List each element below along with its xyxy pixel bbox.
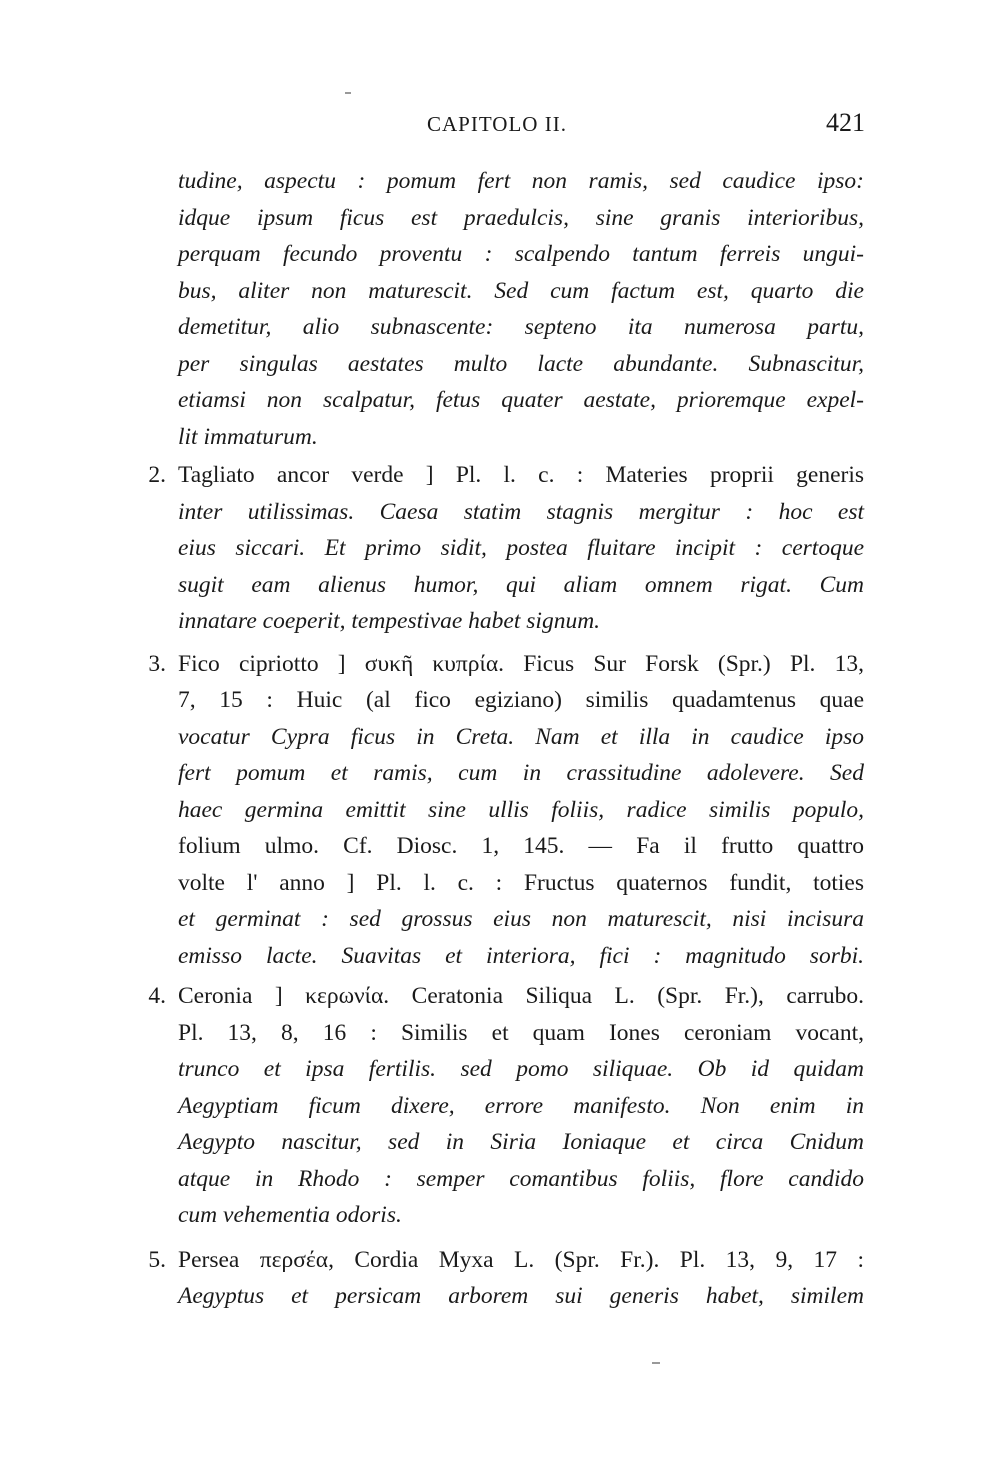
running-title: CAPITOLO II. xyxy=(427,112,567,136)
text-line: Aegyptus et persicam arborem sui generis habet, similem xyxy=(178,1283,864,1309)
text-line: innatare coeperit, tempestivae habet signum. xyxy=(178,608,601,634)
text-line: per singulas aestates multo lacte abundante. Subnascitur, xyxy=(178,350,864,377)
text-line: Tagliato ancor verde ] Pl. l. c. : Materies proprii generis xyxy=(178,462,864,488)
note-entry xyxy=(148,457,864,640)
text-line: bus, aliter non maturescit. Sed cum factum est, quarto die xyxy=(178,277,864,304)
text-line: lit immaturum. xyxy=(178,423,318,450)
text-line: folium ulmo. Cf. Diosc. 1, 145. — Fa il frutto quattro xyxy=(178,833,864,859)
text-line: Fico cipriotto ] συκῆ κυπρία. Ficus Sur Forsk (Spr.) Pl. 13, xyxy=(178,650,864,677)
text-line: cum vehementia odoris. xyxy=(178,1202,402,1228)
text-line: demetitur, alio subnascente: septeno ita numerosa partu, xyxy=(178,314,864,340)
text-line: Ceronia ] κερωνία. Ceratonia Siliqua L. (Spr. Fr.), carrubo. xyxy=(178,983,864,1009)
text-line: Aegyptiam ficum dixere, errore manifesto. Non enim in xyxy=(178,1092,864,1119)
text-line: perquam fecundo proventu : scalpendo tantum ferreis ungui- xyxy=(178,241,864,267)
note-entry xyxy=(148,978,864,1234)
text-line: 7, 15 : Huic (al fico egiziano) similis quadamtenus quae xyxy=(178,687,864,713)
text-line: inter utilissimas. Caesa statim stagnis mergitur : hoc est xyxy=(178,498,864,525)
text-line: et germinat : sed grossus eius non maturescit, nisi incisura xyxy=(178,906,864,932)
note-number: 3. xyxy=(148,650,166,677)
text-line: emisso lacte. Suavitas et interiora, fici : magnitudo sorbi. xyxy=(178,942,864,969)
page-number: 421 xyxy=(826,108,865,137)
note-entry xyxy=(148,1242,864,1315)
intro-paragraph xyxy=(178,163,864,455)
text-line: haec germina emittit sine ullis foliis, radice similis populo, xyxy=(178,796,864,823)
text-line: etiamsi non scalpatur, fetus quater aestate, prioremque expel- xyxy=(178,387,864,413)
text-line: tudine, aspectu : pomum fert non ramis, sed caudice ipso: xyxy=(178,168,864,194)
note-number: 2. xyxy=(148,462,166,488)
text-line: atque in Rhodo : semper comantibus foliis, flore candido xyxy=(178,1165,864,1192)
text-line: Pl. 13, 8, 16 : Similis et quam Iones ceroniam vocant, xyxy=(178,1019,864,1046)
text-line: eius siccari. Et primo sidit, postea fluitare incipit : certoque xyxy=(178,535,864,561)
text-line: trunco et ipsa fertilis. sed pomo siliquae. Ob id quidam xyxy=(178,1056,864,1082)
text-line: fert pomum et ramis, cum in crassitudine adolevere. Sed xyxy=(178,760,864,786)
text-line: volte l' anno ] Pl. l. c. : Fructus quaternos fundit, toties xyxy=(178,869,864,896)
page-body xyxy=(148,163,864,1315)
note-number: 5. xyxy=(148,1246,166,1273)
note-entry xyxy=(148,646,864,975)
text-line: idque ipsum ficus est praedulcis, sine granis interioribus, xyxy=(178,204,864,231)
text-line: Persea περσέα, Cordia Myxa L. (Spr. Fr.). Pl. 13, 9, 17 : xyxy=(178,1246,864,1273)
page-header xyxy=(175,108,865,138)
text-line: vocatur Cypra ficus in Creta. Nam et illa in caudice ipso xyxy=(178,723,864,750)
print-speck xyxy=(345,92,351,94)
text-line: Aegypto nascitur, sed in Siria Ioniaque et circa Cnidum xyxy=(178,1129,864,1155)
print-speck xyxy=(652,1362,660,1364)
text-line: sugit eam alienus humor, qui aliam omnem rigat. Cum xyxy=(178,571,864,598)
note-number: 4. xyxy=(148,983,166,1009)
